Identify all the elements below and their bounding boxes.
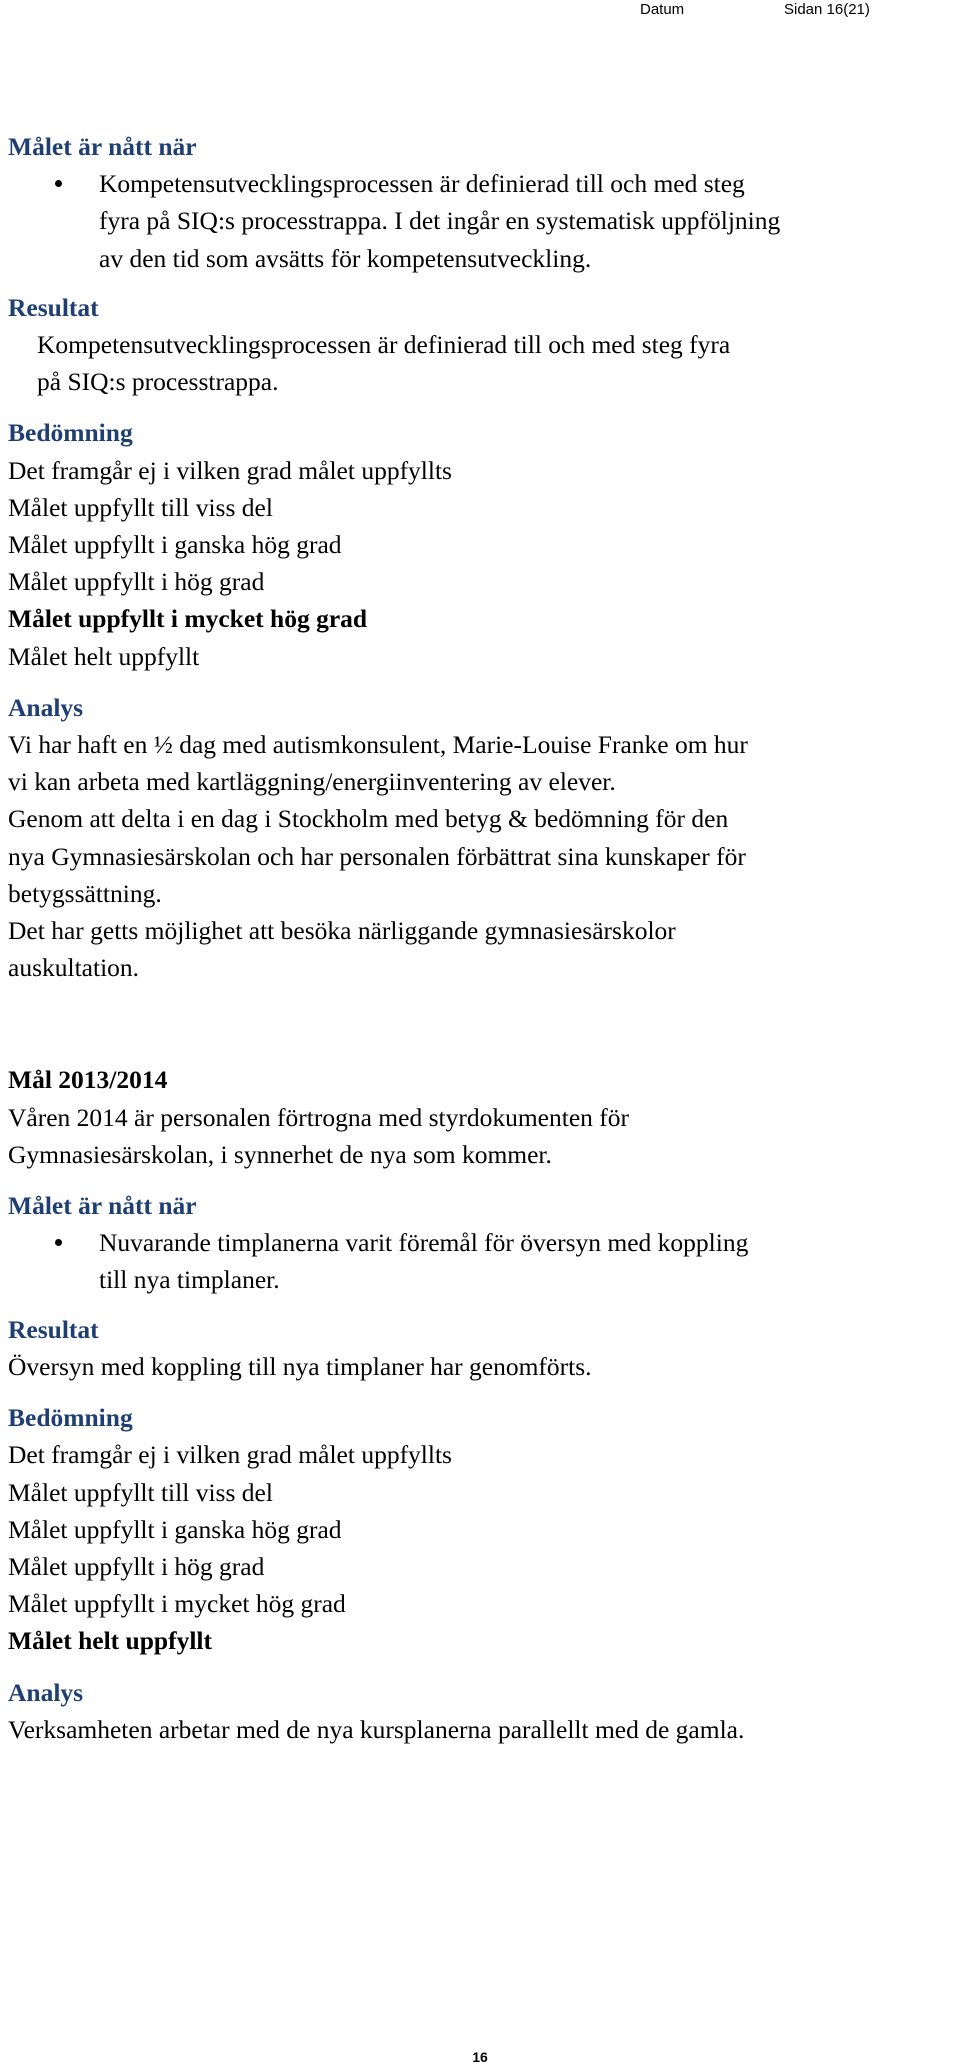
document-body xyxy=(8,128,956,1748)
result-text: Kompetensutvecklingsprocessen är definierad till och med steg fyra på SIQ:s processtrappa. xyxy=(37,330,731,397)
assessment-level: Målet uppfyllt i hög grad xyxy=(8,1551,265,1581)
header-date-label: Datum xyxy=(640,1,685,18)
assessment-level: Målet uppfyllt i mycket hög grad xyxy=(8,1589,346,1619)
assessment-level: Målet uppfyllt i ganska hög grad xyxy=(8,530,342,560)
goal-heading: Målet är nått när xyxy=(8,132,197,161)
assessment-heading: Bedömning xyxy=(8,1403,133,1433)
section-intro: Våren 2014 är personalen förtrogna med styrdokumenten för Gymnasiesärskolan, i synnerhet de nya som kommer. xyxy=(8,1102,630,1169)
assessment-level: Målet helt uppfyllt xyxy=(8,641,200,671)
assessment-level: Målet uppfyllt till viss del xyxy=(8,1477,273,1507)
goal-bullet-item: Nuvarande timplanerna varit föremål för översyn med koppling till nya timplaner. xyxy=(8,1224,956,1298)
analysis-text: Verksamheten arbetar med de nya kursplanerna parallellt med de gamla. xyxy=(8,1714,745,1744)
goal-list xyxy=(8,1224,956,1298)
assessment-level: Målet uppfyllt i hög grad xyxy=(8,567,265,597)
analysis-paragraph: Genom att delta i en dag i Stockholm med betyg & bedömning för den nya Gymnasiesärskolan och har personalen förbättrat sina kunskaper för betygssättning. xyxy=(8,804,746,908)
section-title: Mål 2013/2014 xyxy=(8,1065,168,1095)
assessment-level-selected: Målet helt uppfyllt xyxy=(8,1626,212,1656)
goal-bullet-item: Kompetensutvecklingsprocessen är definierad till och med steg fyra på SIQ:s processtrappa. I det ingår en systematisk uppföljning av den tid som avsätts för kompetensutveckling. xyxy=(8,165,956,277)
assessment-level: Det framgår ej i vilken grad målet uppfyllts xyxy=(8,455,452,485)
analysis-paragraph: Det har getts möjlighet att besöka närliggande gymnasiesärskolor auskultation. xyxy=(8,916,676,983)
assessment-level: Det framgår ej i vilken grad målet uppfyllts xyxy=(8,1440,452,1470)
goal-heading: Målet är nått när xyxy=(8,1191,197,1221)
header-page-label: Sidan 16(21) xyxy=(784,1,870,18)
assessment-level: Målet uppfyllt till viss del xyxy=(8,492,273,522)
page-number: 16 xyxy=(472,2049,488,2065)
analysis-paragraph: Vi har haft en ½ dag med autismkonsulent, Marie-Louise Franke om hur vi kan arbeta med kartläggning/energiinventering av elever. xyxy=(8,730,748,797)
result-heading: Resultat xyxy=(8,292,99,322)
assessment-heading: Bedömning xyxy=(8,418,133,448)
analysis-heading: Analys xyxy=(8,692,84,722)
assessment-level: Målet uppfyllt i ganska hög grad xyxy=(8,1514,342,1544)
analysis-heading: Analys xyxy=(8,1677,84,1707)
goal-list xyxy=(8,165,956,277)
result-text: Översyn med koppling till nya timplaner har genomförts. xyxy=(8,1351,592,1381)
assessment-level-selected: Målet uppfyllt i mycket hög grad xyxy=(8,604,368,634)
result-heading: Resultat xyxy=(8,1314,99,1344)
